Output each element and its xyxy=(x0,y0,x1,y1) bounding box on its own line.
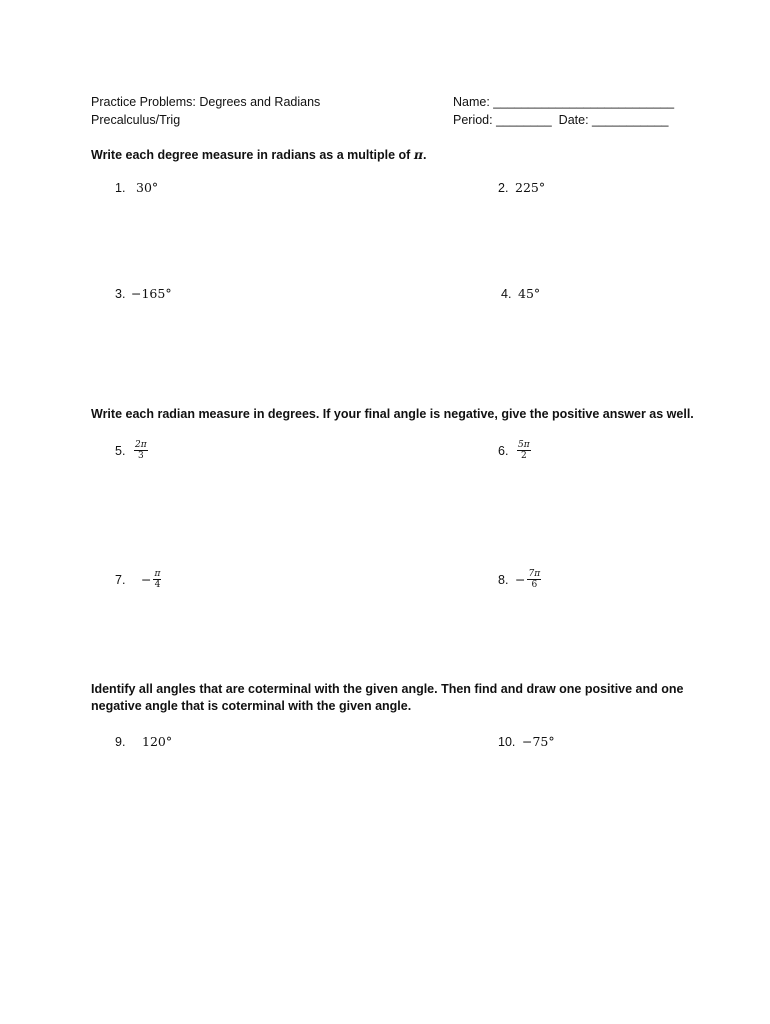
problem-7 xyxy=(115,569,161,590)
problem-value: 225° xyxy=(515,180,546,195)
fraction-denominator: 6 xyxy=(531,580,538,590)
fraction-denominator: 2 xyxy=(520,451,527,461)
problem-2 xyxy=(498,180,545,196)
problem-sign: − xyxy=(141,571,152,587)
problem-number: 9. xyxy=(115,735,126,749)
problem-8 xyxy=(498,569,541,590)
section1-instruction xyxy=(91,146,426,164)
problem-value: 30° xyxy=(136,180,159,195)
fraction xyxy=(517,440,531,461)
section2-instruction: Write each radian measure in degrees. If your final angle is negative, give the positive answer as well. xyxy=(91,407,694,421)
name-blank: __________________________ xyxy=(493,95,675,109)
fraction-numerator: 7π xyxy=(528,569,541,579)
problem-number: 3. xyxy=(115,287,126,301)
problem-sign: − xyxy=(515,571,526,587)
period-blank: ________ xyxy=(496,113,552,127)
problem-6 xyxy=(498,440,531,461)
fraction-numerator: π xyxy=(154,569,161,579)
worksheet-title: Practice Problems: Degrees and Radians xyxy=(91,95,321,109)
fraction-numerator: 5π xyxy=(518,440,530,450)
problem-number: 4. xyxy=(501,287,512,301)
course-name: Precalculus/Trig xyxy=(91,113,181,127)
fraction xyxy=(134,440,148,461)
problem-number: 5. xyxy=(115,443,126,458)
name-label: Name: xyxy=(453,95,494,109)
problem-9 xyxy=(115,734,172,750)
problem-number: 7. xyxy=(115,572,126,587)
period-label: Period: xyxy=(453,113,497,127)
date-blank: ___________ xyxy=(592,113,669,127)
date-label: Date: xyxy=(551,113,593,127)
problem-number: 8. xyxy=(498,572,509,587)
problem-value: −165° xyxy=(131,286,172,301)
fraction-denominator: 3 xyxy=(137,451,144,461)
problem-number: 10. xyxy=(498,735,516,749)
name-line xyxy=(453,94,674,110)
fraction xyxy=(527,569,541,590)
problem-4 xyxy=(501,286,540,302)
problem-value: 120° xyxy=(142,734,173,749)
pi-symbol: π xyxy=(413,147,423,162)
problem-number: 2. xyxy=(498,181,509,195)
problem-value: 45° xyxy=(518,286,541,301)
section3-instruction: Identify all angles that are coterminal with the given angle. Then find and draw one positive and one negative angle that is coterminal with the given angle. xyxy=(91,682,684,713)
section1-instruction-text: Write each degree measure in radians as a multiple of xyxy=(91,148,414,162)
section1-period: . xyxy=(422,148,427,162)
problem-1 xyxy=(115,180,158,196)
fraction-numerator: 2π xyxy=(135,440,147,450)
period-date-line xyxy=(453,112,669,128)
problem-10 xyxy=(498,734,555,750)
problem-number: 6. xyxy=(498,443,509,458)
fraction xyxy=(153,569,161,590)
problem-number: 1. xyxy=(115,181,126,195)
problem-3 xyxy=(115,286,172,302)
problem-value: −75° xyxy=(522,734,555,749)
fraction-denominator: 4 xyxy=(154,580,161,590)
problem-5 xyxy=(115,440,148,461)
